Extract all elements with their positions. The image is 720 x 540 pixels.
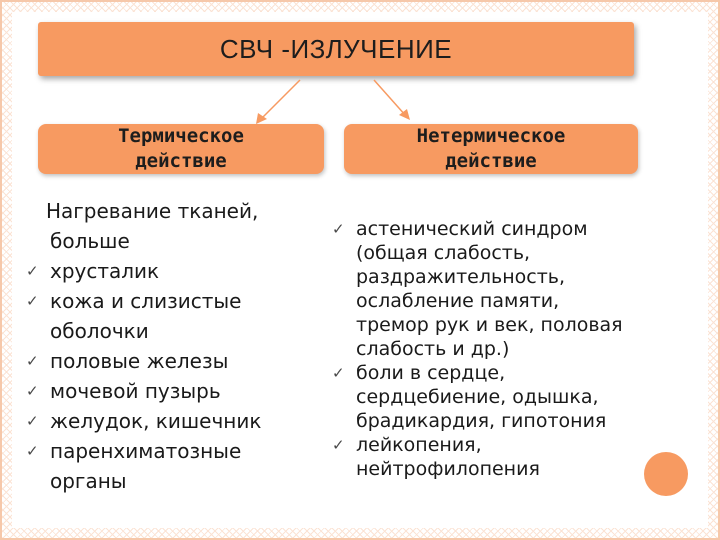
check-icon: ✓ — [26, 262, 39, 280]
check-icon: ✓ — [26, 442, 39, 460]
item-text-cont: раздражительность, — [356, 266, 566, 288]
item-text: половые железы — [50, 349, 229, 373]
decorative-circle — [644, 452, 688, 496]
item-text: боли в сердце, — [356, 362, 506, 384]
intro-line2: больше — [50, 229, 130, 253]
list-item — [26, 286, 316, 346]
thermal-line1: Термическое — [118, 125, 244, 147]
arrow-left — [260, 80, 300, 120]
title-text: СВЧ -ИЗЛУЧЕНИЕ — [219, 33, 453, 64]
list-item — [26, 406, 316, 436]
item-text-cont: тремор рук и век, половая — [356, 314, 623, 336]
check-icon: ✓ — [332, 364, 345, 382]
item-text-cont: оболочки — [50, 319, 149, 343]
item-text-cont: ослабление памяти, — [356, 290, 560, 312]
intro-line1: Нагревание тканей, — [46, 199, 259, 223]
item-text: лейкопения, — [356, 434, 482, 456]
thermal-effect-box — [38, 124, 324, 174]
item-text-cont: сердцебиение, одышка, — [356, 386, 599, 408]
slide-content — [12, 12, 708, 528]
item-text: мочевой пузырь — [50, 379, 221, 403]
item-text-cont: нейтрофилопения — [356, 458, 540, 480]
item-text-cont: (общая слабость, — [356, 242, 531, 264]
item-text: кожа и слизистые — [50, 289, 242, 313]
item-text: астенический синдром — [356, 218, 588, 240]
check-icon: ✓ — [26, 292, 39, 310]
connector-arrows — [12, 12, 712, 132]
list-item — [332, 361, 704, 433]
thermal-line2: действие — [135, 150, 227, 172]
list-item — [26, 346, 316, 376]
nonthermal-line2: действие — [445, 150, 537, 172]
item-text: желудок, кишечник — [50, 409, 262, 433]
check-icon: ✓ — [332, 436, 345, 454]
list-item — [26, 436, 316, 496]
item-text-cont: брадикардия, гипотония — [356, 410, 607, 432]
item-text-cont: органы — [50, 469, 127, 493]
check-icon: ✓ — [26, 412, 39, 430]
list-item — [26, 376, 316, 406]
item-text: хрусталик — [50, 259, 160, 283]
check-icon: ✓ — [26, 382, 39, 400]
arrow-right — [374, 80, 406, 116]
list-item — [26, 256, 316, 286]
item-text: паренхиматозные — [50, 439, 242, 463]
nonthermal-effect-box — [344, 124, 638, 174]
list-intro — [26, 196, 316, 256]
item-text-cont: слабость и др.) — [356, 338, 510, 360]
list-item — [332, 217, 704, 361]
nonthermal-line1: Нетермическое — [416, 125, 566, 147]
check-icon: ✓ — [26, 352, 39, 370]
thermal-effects-list — [26, 196, 316, 496]
nonthermal-effects-list — [332, 217, 704, 481]
check-icon: ✓ — [332, 220, 345, 238]
